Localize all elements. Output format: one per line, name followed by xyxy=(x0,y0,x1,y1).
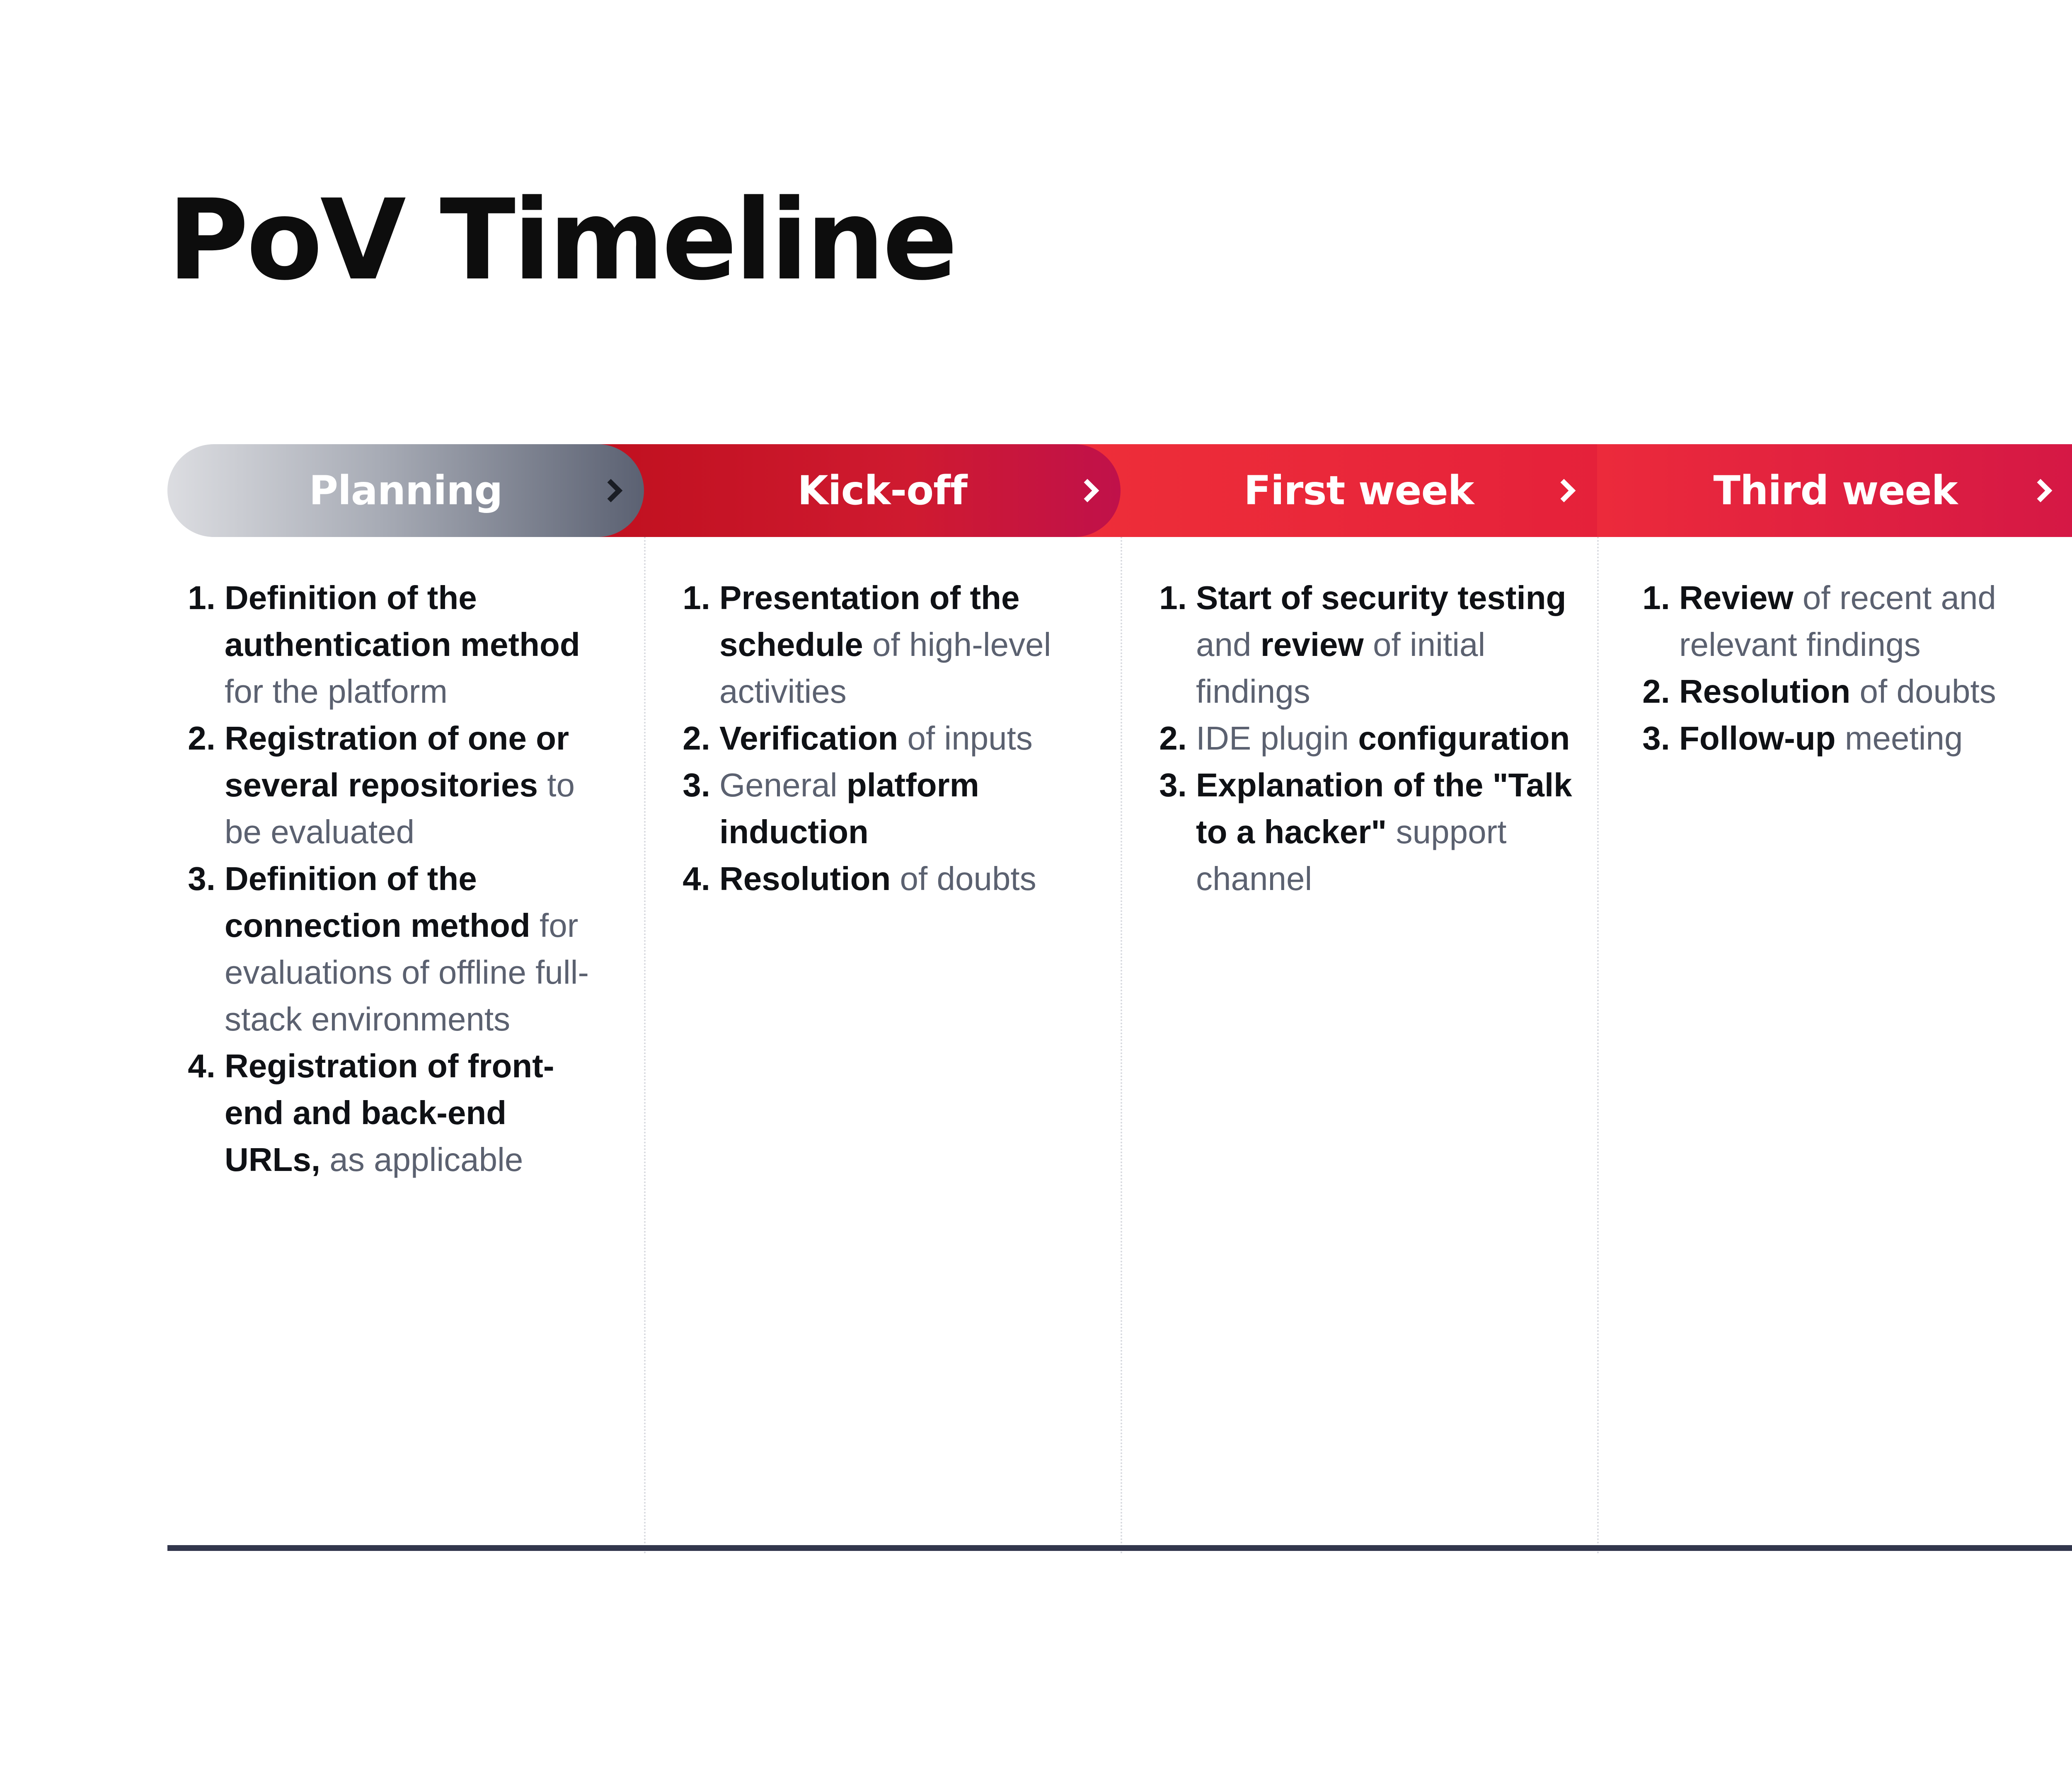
task-text-bold: Start of security testing xyxy=(1196,579,1566,616)
task-text-bold: Registration of front-end and back-end URLs, xyxy=(225,1047,554,1178)
phase-task-list xyxy=(1147,574,1578,902)
task-text-bold: Definition of the connection method xyxy=(225,860,530,944)
task-item xyxy=(1679,715,2061,762)
phase-task-list xyxy=(176,574,607,1183)
task-text: IDE plugin xyxy=(1196,720,1358,757)
task-text-bold: Presentation of the schedule xyxy=(719,579,1020,663)
task-item xyxy=(719,762,1101,855)
phase-label: First week xyxy=(1244,467,1474,514)
task-item xyxy=(719,574,1101,715)
task-item xyxy=(225,855,607,1043)
phase-column-first-week xyxy=(1147,574,1578,902)
task-item xyxy=(1196,762,1578,902)
column-divider xyxy=(644,444,646,1555)
phase-task-list xyxy=(1630,574,2061,762)
task-text: support channel xyxy=(1196,813,1507,897)
column-divider xyxy=(1121,444,1122,1555)
task-item xyxy=(1196,574,1578,715)
task-text: for evaluations of offline full-stack environments xyxy=(225,907,589,1038)
task-text-bold: platform induction xyxy=(719,767,979,850)
task-text: of recent and relevant findings xyxy=(1679,579,1996,663)
task-text: of doubts xyxy=(891,860,1036,897)
task-text: of inputs xyxy=(898,720,1033,757)
task-text-bold: Verification xyxy=(719,720,898,757)
task-item xyxy=(225,1043,607,1183)
task-item xyxy=(225,574,607,715)
chevron-right-icon xyxy=(2029,479,2053,503)
task-text: and xyxy=(1196,626,1261,663)
task-text: as applicable xyxy=(320,1141,523,1178)
phase-bar xyxy=(167,444,2072,537)
task-text-bold: Registration of one or several repositories xyxy=(225,720,569,803)
phase-column-third-week xyxy=(1630,574,2061,762)
task-item xyxy=(719,855,1101,902)
page-title: PoV Timeline xyxy=(167,176,956,305)
phase-task-list xyxy=(670,574,1101,902)
task-text-bold: Resolution xyxy=(1679,673,1851,710)
task-text-bold: Resolution xyxy=(719,860,891,897)
chevron-right-icon xyxy=(1552,479,1576,503)
task-text: to be evaluated xyxy=(225,767,575,850)
phase-planning xyxy=(167,444,644,537)
phase-column-planning xyxy=(176,574,607,1183)
task-text: General xyxy=(719,767,847,803)
task-text-bold: configuration xyxy=(1358,720,1570,757)
chevron-right-icon xyxy=(1076,479,1099,503)
task-text: meeting xyxy=(1835,720,1963,757)
phase-label: Kick-off xyxy=(797,467,967,514)
task-item xyxy=(225,715,607,855)
task-item xyxy=(1679,668,2061,715)
task-text: for the platform xyxy=(225,673,448,710)
task-text-bold: Review xyxy=(1679,579,1794,616)
task-text-bold: Definition of the authentication method xyxy=(225,579,580,663)
phase-label: Planning xyxy=(309,467,503,514)
chevron-right-icon xyxy=(599,479,623,503)
task-text: of initial findings xyxy=(1196,626,1486,710)
column-divider xyxy=(1597,444,1599,1555)
task-text: of high-level activities xyxy=(719,626,1051,710)
task-text-bold: Explanation of the "Talk to a hacker" xyxy=(1196,767,1572,850)
timeline-baseline xyxy=(167,1545,2072,1551)
phase-first-week xyxy=(1074,444,1597,537)
phase-kick-off xyxy=(598,444,1121,537)
phase-third-week xyxy=(1597,444,2072,537)
task-text: of doubts xyxy=(1850,673,1996,710)
timeline xyxy=(167,444,2072,1563)
task-text-bold: review xyxy=(1260,626,1364,663)
task-item xyxy=(1196,715,1578,762)
task-item xyxy=(719,715,1101,762)
phase-label: Third week xyxy=(1713,467,1958,514)
phase-column-kick-off xyxy=(670,574,1101,902)
task-text-bold: Follow-up xyxy=(1679,720,1836,757)
task-item xyxy=(1679,574,2061,668)
